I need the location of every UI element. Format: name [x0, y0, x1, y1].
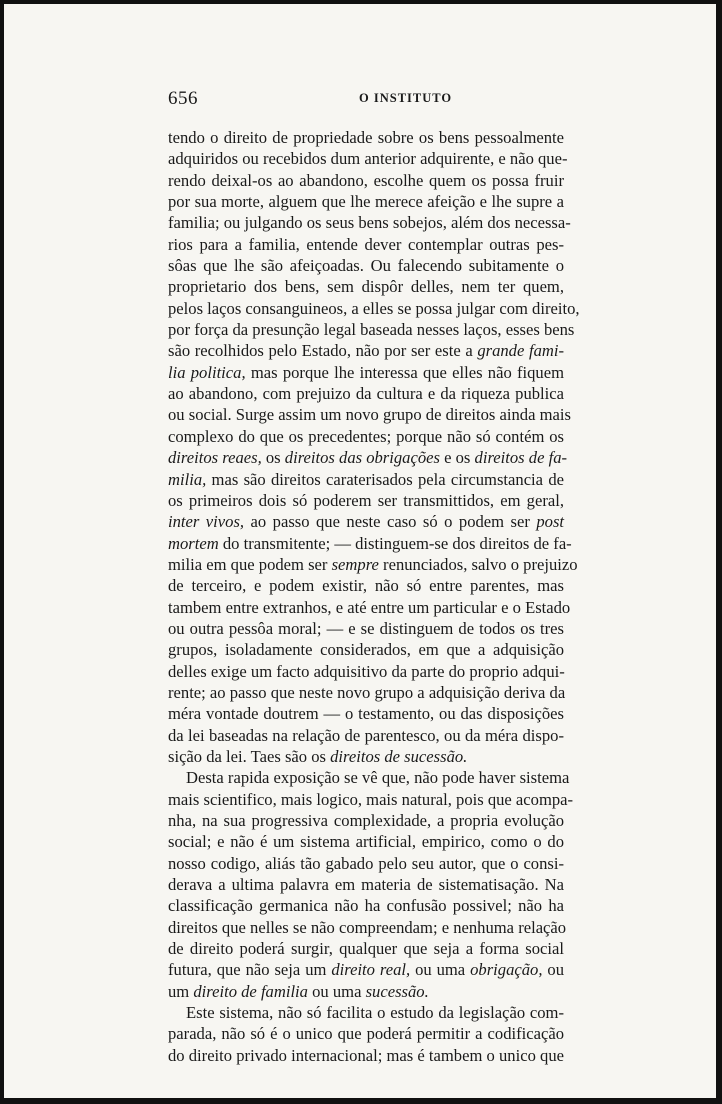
text-segment: Este sistema, não só facilita o estudo da legislação com-	[186, 1003, 564, 1023]
text-segment: complexo do que os precedentes; porque não só contém os	[168, 426, 564, 446]
text-segment: pelos laços consanguineos, a elles se possa julgar com direito,	[168, 298, 580, 318]
text-line	[168, 362, 564, 383]
text-line	[168, 212, 571, 233]
text-segment: milia em que podem ser	[168, 554, 332, 574]
text-line	[168, 682, 564, 703]
text-segment: Desta rapida exposição se vê que, não pode haver sistema	[186, 768, 570, 788]
text-segment: adquiridos ou recebidos dum anterior adquirente, e não que-	[168, 149, 568, 169]
text-segment: direitos que nelles se não compreendam; e nenhuma relação	[168, 917, 567, 937]
text-segment: mais scientifico, mais logico, mais natural, pois que acompa-	[168, 789, 574, 809]
text-segment: ao passo que neste caso só o podem ser	[244, 512, 537, 532]
text-segment: mas são direitos caraterisados pela circumstancia de	[206, 469, 564, 489]
text-segment: ou outra pessôa moral; — e se distinguem de todos os tres	[168, 618, 564, 638]
page-header	[168, 88, 564, 110]
text-line	[168, 511, 564, 532]
text-line	[168, 490, 564, 511]
text-line	[168, 981, 564, 1002]
italic-text: direitos de fa-	[474, 448, 568, 468]
body-text	[168, 127, 580, 1066]
text-line	[168, 404, 571, 425]
text-line	[168, 895, 564, 916]
text-segment: ou uma	[307, 981, 366, 1001]
text-line	[168, 1045, 564, 1066]
text-segment: são recolhidos pelo Estado, não por ser este a	[168, 341, 478, 361]
text-line	[168, 575, 564, 596]
italic-text: grande fami-	[477, 341, 564, 361]
text-segment: sôas que lhe são afeiçoadas. Ou falecendo subitamente o	[168, 256, 564, 276]
text-line	[168, 725, 564, 746]
text-segment: os	[261, 448, 285, 468]
text-line	[168, 383, 564, 404]
text-line	[168, 1002, 564, 1023]
text-segment: ou uma	[410, 960, 471, 980]
text-segment: ou social. Surge assim um novo grupo de direitos ainda mais	[168, 405, 571, 425]
book-page	[4, 4, 716, 1098]
text-line	[168, 554, 578, 575]
text-line	[168, 917, 567, 938]
italic-text: inter vivos,	[168, 512, 245, 532]
text-segment: delles exige um facto adquisitivo da parte do proprio adqui-	[168, 661, 565, 681]
italic-text: direitos de sucessão.	[330, 746, 468, 766]
italic-text: direitos reaes,	[168, 448, 262, 468]
text-segment: social; e não é um sistema artificial, empirico, como o do	[168, 832, 564, 852]
italic-text: direito real,	[331, 960, 411, 980]
text-line	[168, 1023, 564, 1044]
text-segment: os primeiros dois só poderem ser transmittidos, em geral,	[168, 490, 564, 510]
text-segment: familia; ou julgando os seus bens sobejos, além dos necessa-	[168, 213, 571, 233]
text-line	[168, 789, 574, 810]
text-segment: da lei baseadas na relação de parentesco, ou da méra dispo-	[168, 725, 564, 745]
text-line	[168, 639, 564, 660]
text-line	[168, 831, 564, 852]
italic-text: direitos das obrigações	[284, 448, 440, 468]
text-line	[168, 746, 564, 767]
italic-text: milia,	[168, 469, 207, 489]
italic-text: sucessão.	[365, 981, 429, 1001]
text-line	[168, 703, 564, 724]
text-line	[168, 469, 564, 490]
text-line	[168, 170, 564, 191]
text-line	[168, 148, 568, 169]
text-segment: nosso codigo, aliás tão gabado pelo seu autor, que o consi-	[168, 853, 564, 873]
italic-text: mortem	[168, 533, 219, 553]
text-segment: parada, não só é o unico que poderá permitir a codificação	[168, 1024, 564, 1044]
text-line	[168, 319, 575, 340]
text-segment: méra vontade doutrem — o testamento, ou das disposições	[168, 704, 564, 724]
italic-text: sempre	[331, 554, 379, 574]
text-segment: ao abandono, com prejuizo da cultura e da riqueza publica	[168, 384, 564, 404]
text-segment: por força da presunção legal baseada nesses laços, esses bens	[168, 320, 575, 340]
text-line	[168, 853, 564, 874]
text-segment: sição da lei. Taes são os	[168, 746, 331, 766]
text-line	[168, 661, 564, 682]
text-segment: rente; ao passo que neste novo grupo a adquisição deriva da	[168, 682, 566, 702]
text-segment: nha, na sua progressiva complexidade, a propria evolução	[168, 811, 564, 830]
text-segment: por sua morte, alguem que lhe merece afeição e lhe supre a	[168, 192, 564, 212]
text-segment: de terceiro, e podem existir, não só entre parentes, mas	[168, 576, 564, 596]
text-segment: derava a ultima palavra em materia de sistematisação. Na	[168, 875, 564, 895]
text-segment: de direito poderá surgir, qualquer que seja a forma social	[168, 939, 564, 959]
italic-text: post	[536, 512, 565, 532]
text-segment: renunciados, salvo o prejuizo	[378, 554, 578, 574]
text-segment: rendo deixal-os ao abandono, escolhe quem os possa fruir	[168, 170, 564, 190]
text-line	[168, 767, 570, 788]
text-segment: classificação germanica não ha confusão possivel; não ha	[168, 896, 564, 916]
text-segment: rios para a familia, entende dever contemplar outras pes-	[168, 234, 564, 254]
italic-text: lia politica,	[168, 362, 246, 382]
text-line	[168, 340, 564, 361]
text-line	[168, 938, 564, 959]
page-number: 656	[168, 88, 198, 109]
text-line	[168, 618, 564, 639]
text-segment: do direito privado internacional; mas é tambem o unico que	[168, 1045, 564, 1065]
text-segment: mas porque lhe interessa que elles não fiquem	[245, 362, 564, 382]
running-head: O INSTITUTO	[359, 91, 453, 105]
italic-text: obrigação,	[470, 960, 543, 980]
text-line	[168, 276, 564, 297]
text-segment: tambem entre extranhos, e até entre um particular e o Estado	[168, 597, 571, 617]
text-segment: futura, que não seja um	[168, 960, 332, 980]
text-segment: um	[168, 981, 194, 1001]
italic-text: direito de familia	[193, 981, 308, 1001]
text-line	[168, 255, 564, 276]
text-segment: e os	[439, 448, 475, 468]
text-line	[168, 597, 571, 618]
text-line	[168, 234, 564, 255]
text-segment: tendo o direito de propriedade sobre os bens pessoalmente	[168, 128, 564, 147]
text-segment: proprietario dos bens, sem dispôr delles, nem ter quem,	[168, 277, 564, 297]
text-segment: ou	[542, 960, 565, 980]
text-line	[168, 127, 564, 148]
text-line	[168, 426, 564, 447]
text-line	[168, 447, 568, 468]
text-segment: do transmitente; — distinguem-se dos direitos de fa-	[218, 533, 572, 553]
text-line	[168, 533, 572, 554]
text-line	[168, 191, 564, 212]
text-line	[168, 298, 580, 319]
text-line	[168, 874, 564, 895]
text-line	[168, 959, 564, 980]
text-line	[168, 810, 564, 831]
text-segment: grupos, isoladamente considerados, em que a adquisição	[168, 640, 564, 660]
